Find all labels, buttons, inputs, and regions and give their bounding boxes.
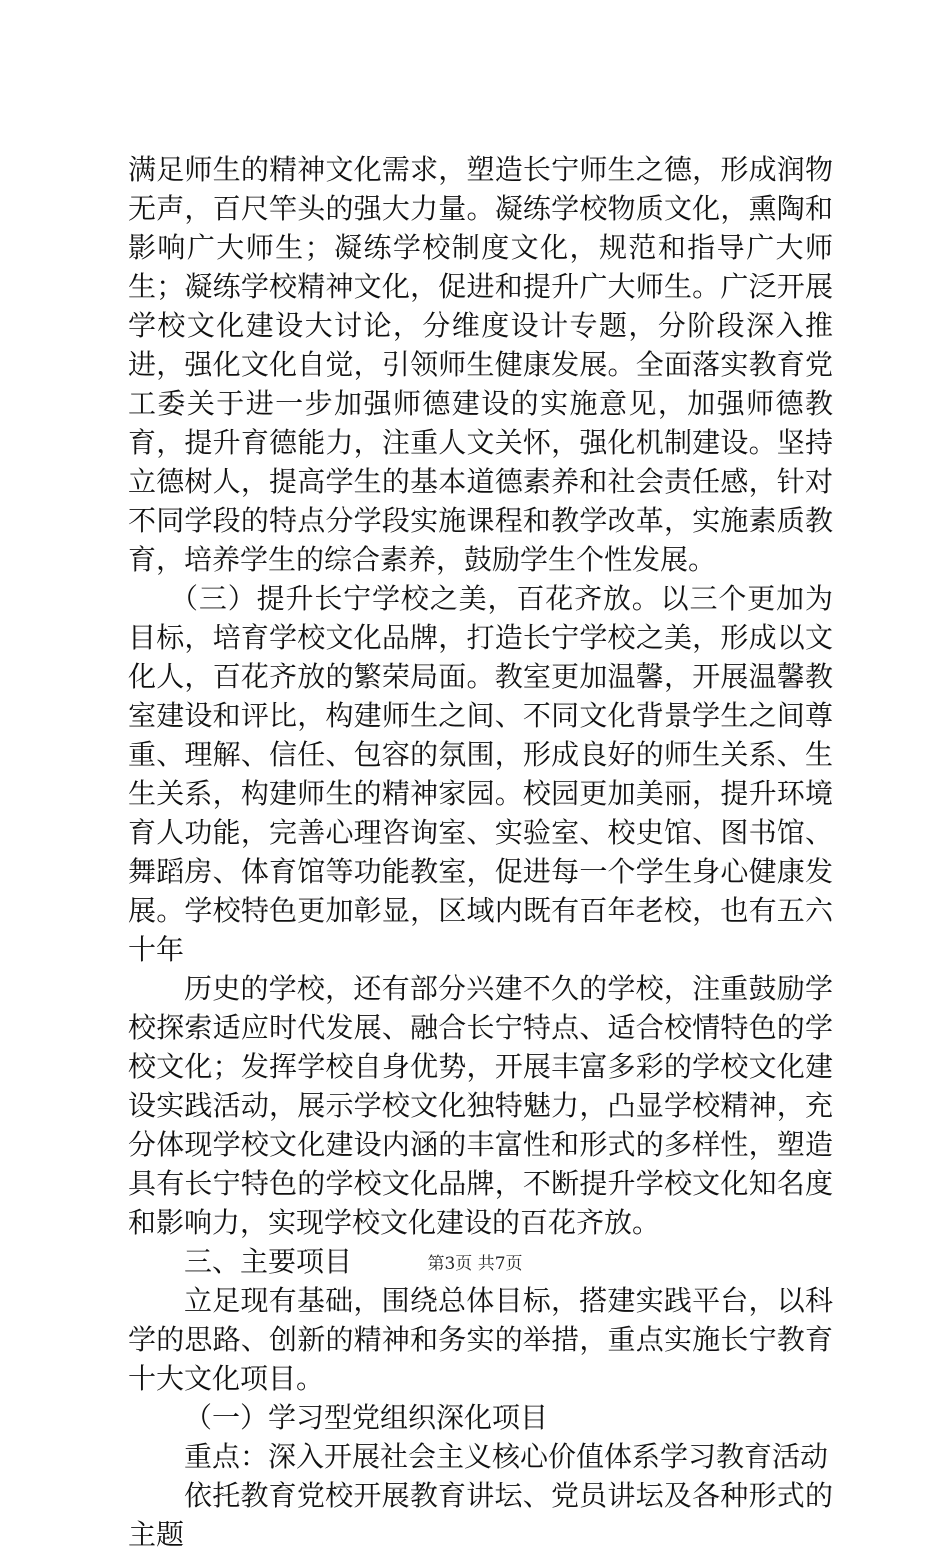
key-point-line: 重点：深入开展社会主义核心价值体系学习教育活动 [184,1440,829,1473]
paragraph-2: （三）提升长宁学校之美，百花齐放。以三个更加为目标，培育学校文化品牌，打造长宁学校之美，形成以文化人，百花齐放的繁荣局面。教室更加温馨，开展温馨教室建设和评比，构建师生之间、不同文化背景学生之间尊重、理解、信任、包容的氛围，形成良好的师生关系、生生关系，构建师生的精神家园。校园更加美丽，提升环境育人功能，完善心理咨询室、实验室、校史馆、图书馆、舞蹈房、体育馆等功能教室，促进每一个学生身心健康发展。学校特色更加彰显，区域内既有百年老校，也有五六十年 [128,582,833,966]
paragraph-1: 满足师生的精神文化需求，塑造长宁师生之德，形成润物无声，百尺竿头的强大力量。凝练学校物质文化，熏陶和影响广大师生；凝练学校制度文化，规范和指导广大师生；凝练学校精神文化，促进和提升广大师生。广泛开展学校文化建设大讨论，分维度设计专题，分阶段深入推进，强化文化自觉，引领师生健康发展。全面落实教育党工委关于进一步加强师德建设的实施意见，加强师德教育，提升育德能力，注重人文关怀，强化机制建设。坚持立德树人，提高学生的基本道德素养和社会责任感，针对不同学段的特点分学段实施课程和教学改革，实施素质教育，培养学生的综合素养，鼓励学生个性发展。 [128,153,833,576]
document-body [128,150,833,1554]
paragraph-5: 依托教育党校开展教育讲坛、党员讲坛及各种形式的主题 [128,1479,833,1551]
paragraph-3: 历史的学校，还有部分兴建不久的学校，注重鼓励学校探索适应时代发展、融合长宁特点、适合校情特色的学校文化；发挥学校自身优势，开展丰富多彩的学校文化建设实践活动，展示学校文化独特魅力，凸显学校精神，充分体现学校文化建设内涵的丰富性和形式的多样性，塑造具有长宁特色的学校文化品牌，不断提升学校文化知名度和影响力，实现学校文化建设的百花齐放。 [128,972,833,1239]
paragraph-4: 立足现有基础，围绕总体目标，搭建实践平台，以科学的思路、创新的精神和务实的举措，重点实施长宁教育十大文化项目。 [128,1284,833,1395]
page-number-footer: 第3页 共7页 [427,1254,523,1274]
section-heading-main-projects: 三、主要项目 [184,1245,353,1278]
subsection-heading-1: （一）学习型党组织深化项目 [184,1401,549,1434]
